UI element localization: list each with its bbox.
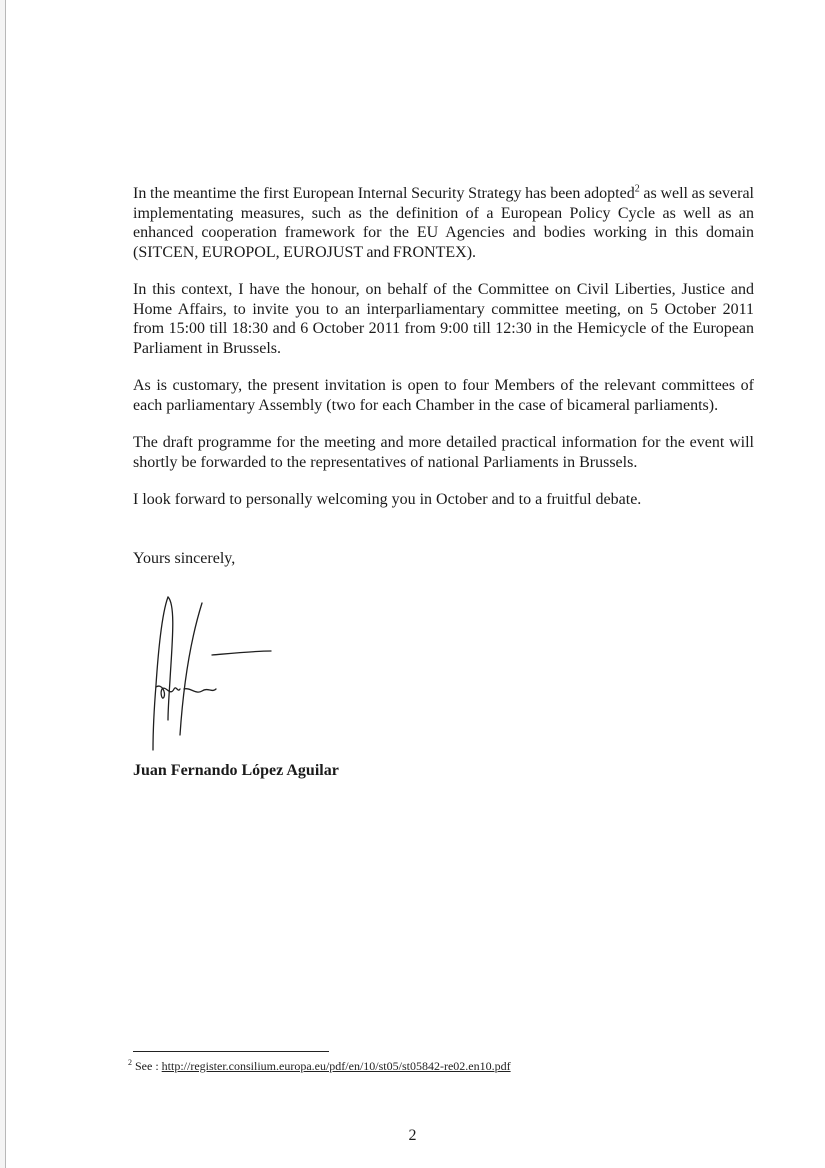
footnote-prefix: See : — [132, 1059, 162, 1073]
handwritten-signature — [140, 585, 285, 755]
paragraph-programme: The draft programme for the meeting and more detailed practical information for the event will shortly be forwarded to the representatives of national Parliaments in Brussels. — [133, 434, 754, 471]
paragraph-strategy — [133, 184, 754, 262]
page-number: 2 — [408, 1127, 417, 1144]
paragraph-invitation: In this context, I have the honour, on behalf of the Committee on Civil Liberties, Justice and Home Affairs, to invite you to an interparliamentary committee meeting, on 5 October 2011 from 15:00 till 18:30 and 6 October 2011 from 9:00 till 12:30 in the Hemicycle of the European Parliament in Brussels. — [133, 281, 754, 357]
paragraph-text: as well as several implementating measures, such as the definition of a European Policy Cycle as well as an enhanced cooperation framework for the EU Agencies and bodies working in this domain (SITCEN, EUROPOL, EUROJUST and FRONTEX). — [133, 185, 754, 261]
footnote-divider — [133, 1051, 329, 1052]
paragraph-closing-remark: I look forward to personally welcoming you in October and to a fruitful debate. — [133, 491, 642, 508]
footnote-number: 2 — [128, 1058, 132, 1067]
footnote-link[interactable]: http://register.consilium.europa.eu/pdf/en/10/st05/st05842-re02.en10.pdf — [161, 1059, 511, 1073]
scan-edge — [0, 0, 6, 1168]
footnote — [128, 1059, 511, 1074]
paragraph-text: In the meantime the first European Internal Security Strategy has been adopted — [133, 185, 635, 202]
footnote-ref[interactable]: 2 — [634, 183, 640, 195]
letter-body — [133, 184, 754, 528]
closing-salutation: Yours sincerely, — [133, 550, 236, 567]
paragraph-participants: As is customary, the present invitation is open to four Members of the relevant committees of each parliamentary Assembly (two for each Chamber in the case of bicameral parliaments). — [133, 377, 754, 414]
signatory-name: Juan Fernando López Aguilar — [133, 762, 339, 779]
